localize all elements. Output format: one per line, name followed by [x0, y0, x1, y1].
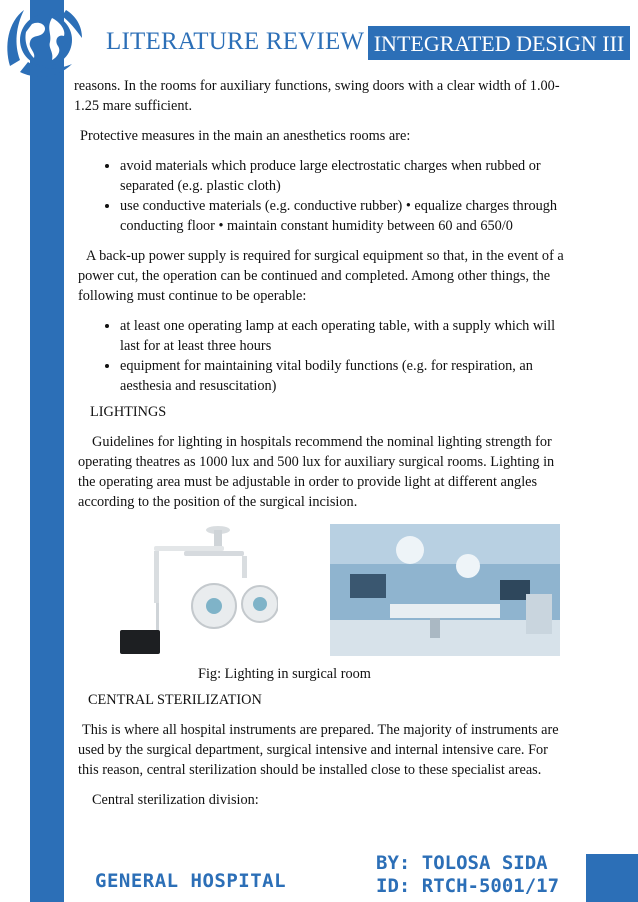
corner-accent-block	[586, 854, 638, 902]
document-body	[74, 76, 564, 810]
surgical-lamp-image	[114, 524, 278, 656]
list-item: • at least one operating lamp at each operating table, with a supply which will last for at least three hours	[120, 316, 564, 356]
header-title-right: INTEGRATED DESIGN III	[368, 26, 630, 60]
backup-equipment-list	[78, 316, 564, 396]
paragraph-doors: reasons. In the rooms for auxiliary functions, swing doors with a clear width of 1.00-1.25 mare sufficient.	[74, 78, 560, 114]
list-item: • avoid materials which produce large electrostatic charges when rubbed or separated (e.g. plastic cloth)	[120, 156, 564, 196]
paragraph-central-division: Central sterilization division:	[92, 792, 259, 808]
left-accent-bar	[30, 0, 64, 902]
paragraph-central-sterilization: This is where all hospital instruments are prepared. The majority of instruments are used by the surgical department, surgical intensive and internal intensive care. For this reason, central sterilization should be installed close to these specialist areas.	[78, 722, 559, 778]
list-item: • use conductive materials (e.g. conductive rubber) • equalize charges through conducting floor • maintain constant humidity between 60 and 650/0	[120, 196, 564, 236]
footer-author: BY: TOLOSA SIDA	[376, 852, 548, 874]
list-item: • equipment for maintaining vital bodily functions (e.g. for respiration, an aesthesia and resuscitation)	[120, 356, 564, 396]
footer-hospital-name: GENERAL HOSPITAL	[95, 870, 287, 892]
paragraph-protective-intro: Protective measures in the main an anesthetics rooms are:	[80, 128, 411, 144]
heading-central-sterilization: CENTRAL STERILIZATION	[88, 692, 262, 708]
figure-row	[78, 524, 564, 664]
figure-caption: Fig: Lighting in surgical room	[198, 666, 371, 682]
protective-measures-list	[78, 156, 564, 236]
paragraph-lighting-guidelines: Guidelines for lighting in hospitals recommend the nominal lighting strength for operating theatres as 1000 lux and 500 lux for auxiliary surgical rooms. Lighting in the operating area must be adjustable in order to provide light at different angles according to the position of the surgical incision.	[78, 434, 555, 510]
globe-hands-logo-icon	[2, 2, 90, 82]
footer-student-id: ID: RTCH-5001/17	[376, 875, 560, 897]
header-title-left: LITERATURE REVIEW	[106, 28, 365, 55]
paragraph-backup-power: A back-up power supply is required for surgical equipment so that, in the event of a power cut, the operation can be continued and completed. Among other things, the following must continue to be operable:	[78, 248, 564, 304]
heading-lightings: LIGHTINGS	[90, 404, 167, 420]
operating-room-image	[330, 524, 560, 656]
